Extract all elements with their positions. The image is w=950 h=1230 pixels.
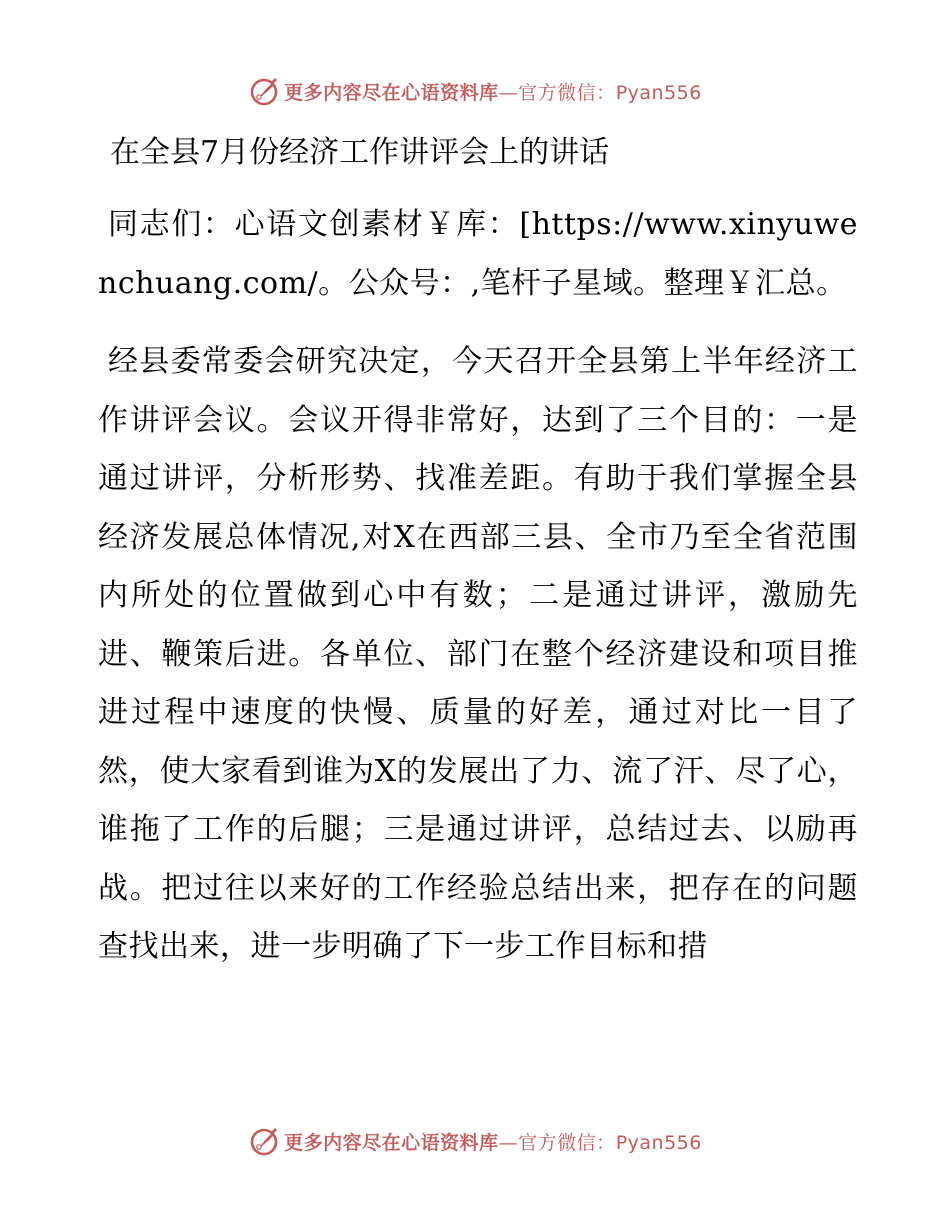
body-paragraph: 经县委常委会研究决定，今天召开全县第上半年经济工作讲评会议。会议开得非常好，达到了三个目的：一是通过讲评，分析形势、找准差距。有助于我们掌握全县经济发展总体情况,对X在西部三县、全市乃至全省范围内所处的位置做到心中有数；二是通过讲评，激励先进、鞭策后进。各单位、部门在整个经济建设和项目推进过程中速度的快慢、质量的好差，通过对比一目了然，使大家看到谁为X的发展出了力、流了汗、尽了心，谁拖了工作的后腿；三是通过讲评，总结过去、以励再战。把过往以来好的工作经验总结出来，把存在的问题查找出来，进一步明确了下一步工作目标和措 [98, 344, 858, 964]
watermark-wechat-label: 官方微信： [518, 81, 616, 104]
watermark-wechat-id: Pyan556 [615, 1131, 702, 1154]
watermark-wechat-label: 官方微信： [518, 1131, 616, 1154]
watermark-site-text: 更多内容尽在心语资料库 [284, 81, 499, 104]
watermark-site-text: 更多内容尽在心语资料库 [284, 1131, 499, 1154]
document-title: 在全县7月份经济工作讲评会上的讲话 [110, 135, 610, 170]
document-body [98, 116, 858, 977]
watermark-wechat-id: Pyan556 [615, 81, 702, 104]
brush-logo-icon [248, 75, 280, 107]
footer-watermark [0, 1121, 950, 1161]
header-watermark [0, 71, 950, 111]
brush-logo-icon [248, 1125, 280, 1157]
watermark-separator: — [498, 81, 519, 104]
watermark-separator: — [498, 1131, 519, 1154]
greeting-paragraph: 同志们：心语文创素材￥库：[https://www.xinyuwenchuang.com/。公众号：,笔杆子星域。整理￥汇总。 [98, 207, 858, 301]
